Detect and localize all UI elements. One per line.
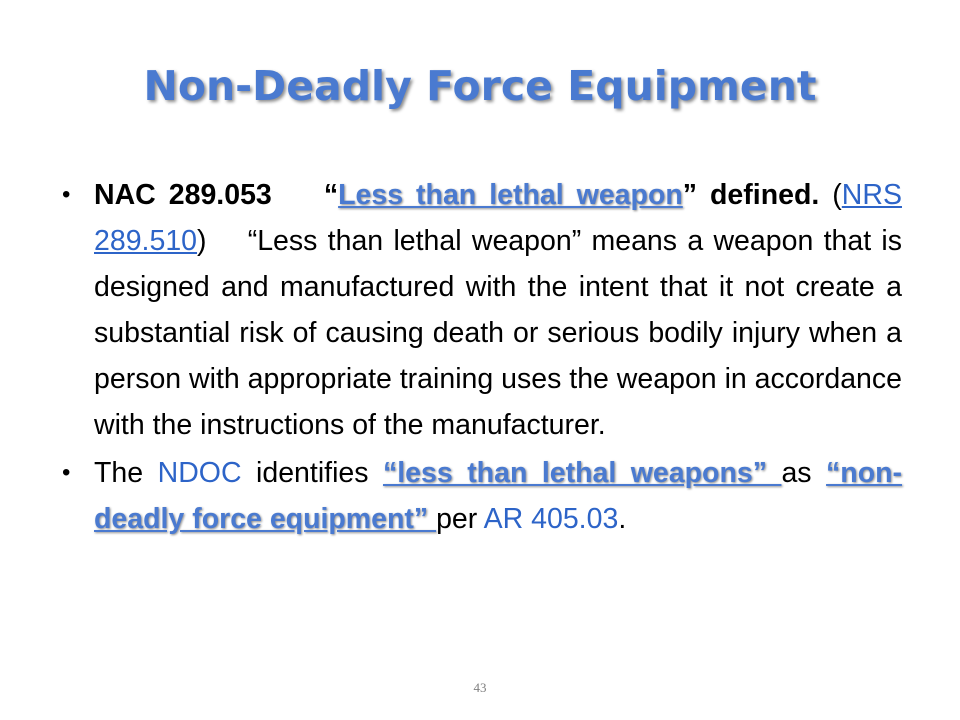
- as-text: as: [781, 457, 812, 489]
- defined-label: ” defined.: [682, 179, 820, 211]
- regulation-reference: AR 405.03: [483, 503, 619, 535]
- open-quote: “: [323, 179, 339, 211]
- bullet-icon: •: [62, 459, 71, 486]
- page-number: 43: [473, 680, 487, 695]
- bullet-item-ndoc: [62, 450, 902, 542]
- slide-body: [62, 172, 902, 542]
- paren-close: ): [197, 225, 207, 257]
- bullet-icon: •: [62, 181, 71, 208]
- per-text: per: [436, 503, 484, 535]
- lead-text: The: [94, 457, 158, 489]
- ndoc-paragraph: [94, 450, 902, 542]
- regulation-code: NAC 289.053: [94, 179, 272, 211]
- slide-title: Non-Deadly Force Equipment: [143, 62, 817, 110]
- agency-name: NDOC: [157, 457, 242, 489]
- definition-paragraph: [94, 172, 902, 448]
- defined-term: Less than lethal weapon: [338, 179, 683, 211]
- period-text: .: [618, 503, 627, 535]
- bullet-item-definition: [62, 172, 902, 448]
- paren-open: (: [832, 179, 842, 211]
- nrs-reference-link[interactable]: NRS 289.510: [94, 179, 902, 257]
- identifies-text: identifies: [241, 457, 383, 489]
- term-non-deadly: “non-deadly force equipment”: [94, 457, 903, 535]
- term-less-than-lethal: “less than lethal weapons”: [382, 457, 782, 489]
- definition-text: “Less than lethal weapon” means a weapon that is designed and manufactured with the intent that it not create a substantial risk of causing death or serious bodily injury when a person with appropriate training uses the weapon in accordance with the instructions of the manufacturer.: [94, 225, 903, 441]
